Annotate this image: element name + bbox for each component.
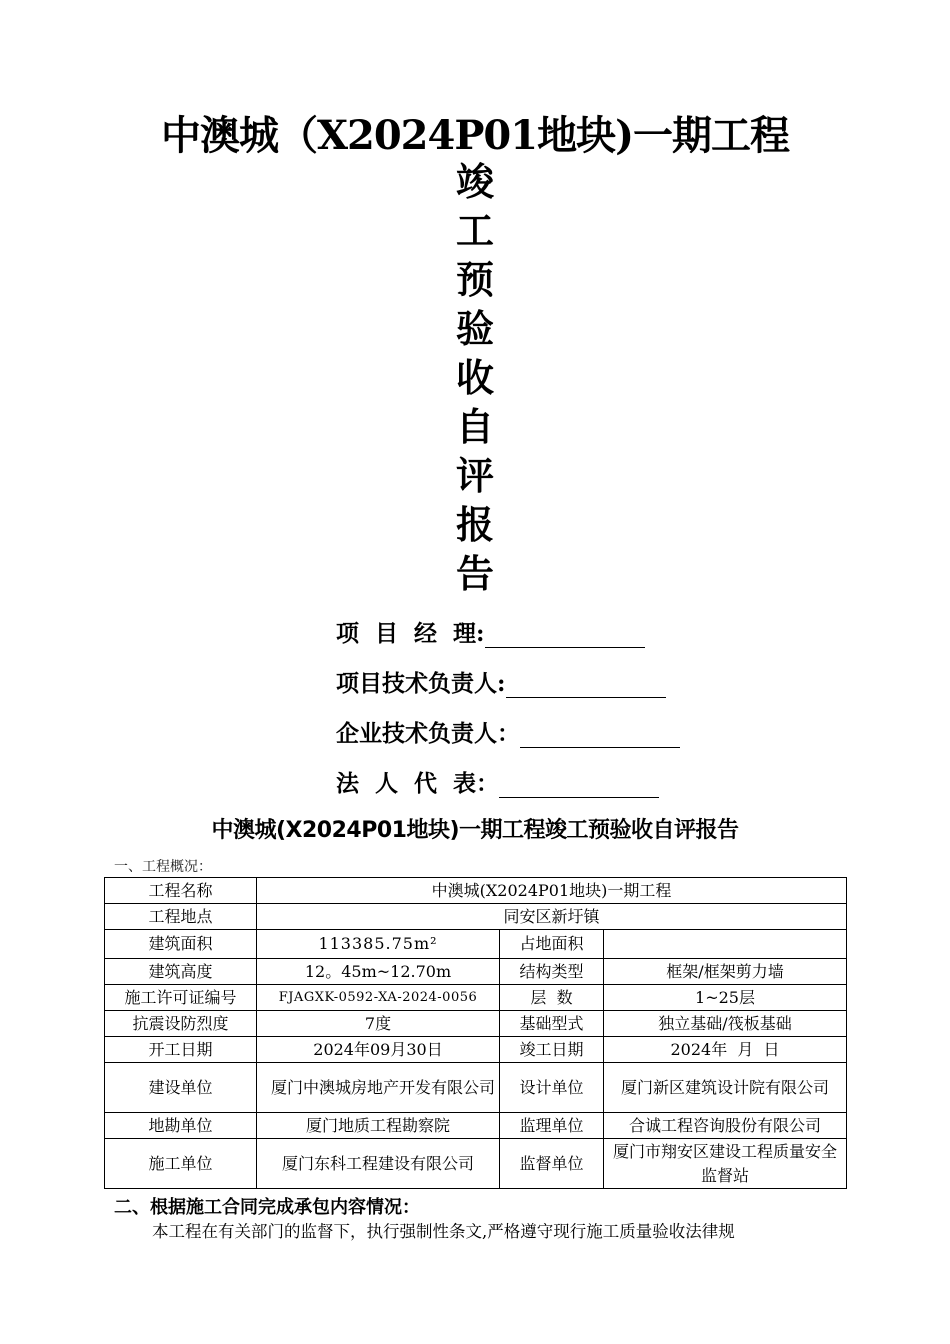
table-value: 框架/框架剪力墙 xyxy=(604,959,847,985)
vertical-char: 验 xyxy=(455,306,494,351)
table-row xyxy=(105,1037,847,1063)
cover-title: 中澳城（X2024P01地块)一期工程 xyxy=(160,112,790,159)
table-value: 1~25层 xyxy=(604,985,847,1011)
table-label: 建设单位 xyxy=(105,1063,257,1113)
table-label: 监督单位 xyxy=(500,1139,604,1189)
vertical-char: 竣 xyxy=(455,159,494,204)
table-label: 工程地点 xyxy=(105,904,257,930)
section-heading-overview: 一、工程概况： xyxy=(114,859,212,875)
vertical-char: 评 xyxy=(455,453,494,498)
table-row xyxy=(105,1139,847,1189)
table-label: 占地面积 xyxy=(500,930,604,959)
table-label: 设计单位 xyxy=(500,1063,604,1113)
table-row xyxy=(105,930,847,959)
table-value: 厦门新区建筑设计院有限公司 xyxy=(604,1063,847,1113)
table-label: 监理单位 xyxy=(500,1113,604,1139)
table-label: 施工许可证编号 xyxy=(105,985,257,1011)
report-title: 中澳城(X2024P01地块)一期工程竣工预验收自评报告 xyxy=(211,818,739,843)
table-value: 独立基础/筏板基础 xyxy=(604,1011,847,1037)
table-value: 合诚工程咨询股份有限公司 xyxy=(604,1113,847,1139)
table-label: 施工单位 xyxy=(105,1139,257,1189)
table-value: 113385.75m² xyxy=(257,930,500,959)
vertical-char: 预 xyxy=(455,257,494,302)
signature-line[interactable] xyxy=(520,723,680,748)
project-overview-table xyxy=(104,877,847,1189)
table-value: 厦门东科工程建设有限公司 xyxy=(257,1139,500,1189)
table-row xyxy=(105,904,847,930)
table-value: 2024年 月 日 xyxy=(604,1037,847,1063)
signature-label: 法 人 代 表： xyxy=(336,770,500,797)
table-label: 结构类型 xyxy=(500,959,604,985)
vertical-char: 报 xyxy=(455,502,494,547)
table-label: 抗震设防烈度 xyxy=(105,1011,257,1037)
table-label: 竣工日期 xyxy=(500,1037,604,1063)
vertical-title xyxy=(425,157,525,598)
signature-enterprise-tech-lead xyxy=(336,715,680,748)
vertical-char: 收 xyxy=(455,355,494,400)
table-value: 7度 xyxy=(257,1011,500,1037)
table-row xyxy=(105,985,847,1011)
table-row xyxy=(105,1063,847,1113)
table-label: 建筑高度 xyxy=(105,959,257,985)
table-value: 厦门地质工程勘察院 xyxy=(257,1113,500,1139)
signature-line[interactable] xyxy=(485,623,645,648)
table-value: 12。45m~12.70m xyxy=(257,959,500,985)
table-label: 地勘单位 xyxy=(105,1113,257,1139)
table-label: 层 数 xyxy=(500,985,604,1011)
table-value: 厦门市翔安区建设工程质量安全监督站 xyxy=(604,1139,847,1189)
signature-legal-representative xyxy=(336,765,659,798)
table-value: 2024年09月30日 xyxy=(257,1037,500,1063)
table-row xyxy=(105,959,847,985)
table-row xyxy=(105,878,847,904)
table-label: 开工日期 xyxy=(105,1037,257,1063)
table-value: 中澳城(X2024P01地块)一期工程 xyxy=(257,878,847,904)
table-value: 厦门中澳城房地产开发有限公司 xyxy=(257,1063,500,1113)
signature-project-manager xyxy=(336,615,645,648)
table-label: 建筑面积 xyxy=(105,930,257,959)
signature-line[interactable] xyxy=(506,673,666,698)
table-row xyxy=(105,1113,847,1139)
table-row xyxy=(105,1011,847,1037)
table-value: FJAGXK-0592-XA-2024-0056 xyxy=(257,985,500,1011)
table-label: 基础型式 xyxy=(500,1011,604,1037)
signature-project-tech-lead xyxy=(336,665,666,698)
table-value xyxy=(604,930,847,959)
section-body-text: 本工程在有关部门的监督下，执行强制性条文,严格遵守现行施工质量验收法律规 xyxy=(152,1222,735,1241)
signature-label: 项目技术负责人: xyxy=(336,670,506,697)
signature-line[interactable] xyxy=(499,773,659,798)
vertical-char: 告 xyxy=(455,551,494,596)
table-value: 同安区新圩镇 xyxy=(257,904,847,930)
table-label: 工程名称 xyxy=(105,878,257,904)
signature-label: 企业技术负责人： xyxy=(336,720,520,747)
vertical-char: 工 xyxy=(455,208,494,253)
section-heading-contract: 二、根据施工合同完成承包内容情况： xyxy=(114,1197,420,1218)
vertical-char: 自 xyxy=(455,404,494,449)
signature-label: 项 目 经 理: xyxy=(336,620,485,647)
